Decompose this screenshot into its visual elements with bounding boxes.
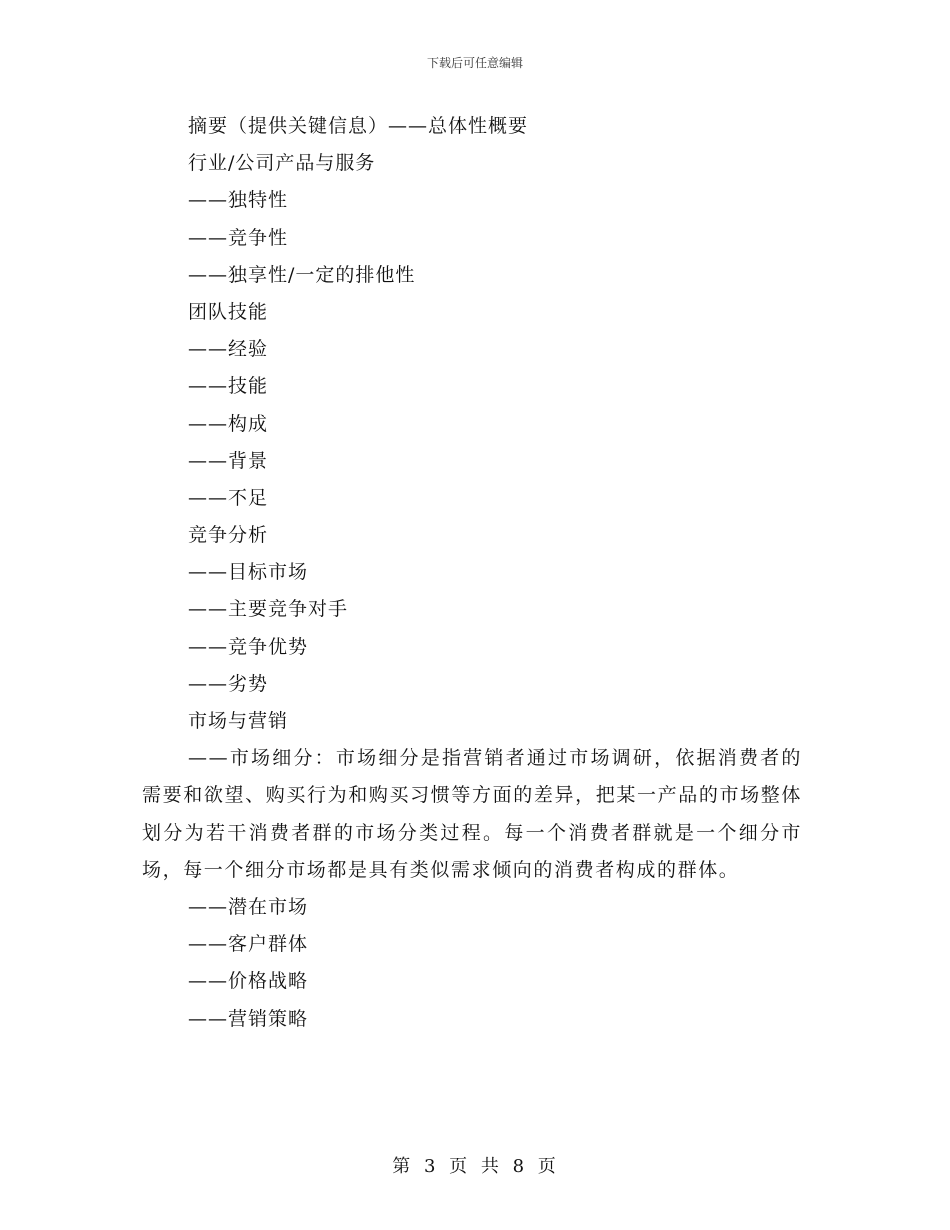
list-item: ——劣势 [188, 672, 269, 695]
list-item: ——竞争性 [188, 226, 289, 249]
list-item: ——价格战略 [188, 970, 309, 993]
list-item: ——竞争优势 [188, 635, 309, 658]
document-body [142, 108, 802, 1038]
list-item: ——背景 [188, 449, 269, 472]
list-item: ——独享性/一定的排他性 [188, 263, 416, 286]
summary-line: 摘要（提供关键信息）——总体性概要 [188, 115, 529, 137]
section-heading-competition: 竞争分析 [188, 524, 269, 547]
list-item: ——独特性 [188, 189, 289, 212]
list-item: ——潜在市场 [188, 896, 309, 918]
list-item: ——营销策略 [188, 1007, 309, 1030]
list-item: ——技能 [188, 375, 269, 398]
list-item: ——目标市场 [188, 561, 309, 584]
page-number-footer: 第 3 页 共 8 页 [392, 1156, 558, 1177]
section-heading-marketing: 市场与营销 [188, 710, 289, 732]
list-item: ——经验 [188, 338, 269, 361]
market-segmentation-paragraph: ——市场细分：市场细分是指营销者通过市场调研，依据消费者的需要和欲望、购买行为和购买习惯等方面的差异，把某一产品的市场整体划分为若干消费者群的市场分类过程。每一个消费者群就是一个细分市场，每一个细分市场都是具有类似需求倾向的消费者构成的群体。 [142, 747, 802, 881]
section-heading-team: 团队技能 [188, 300, 269, 323]
list-item: ——不足 [188, 486, 269, 509]
section-heading-industry: 行业/公司产品与服务 [188, 152, 376, 175]
header-note: 下载后可任意编辑 [426, 56, 523, 70]
list-item: ——主要竞争对手 [188, 598, 349, 621]
list-item: ——客户群体 [188, 933, 309, 956]
list-item: ——构成 [188, 412, 269, 435]
